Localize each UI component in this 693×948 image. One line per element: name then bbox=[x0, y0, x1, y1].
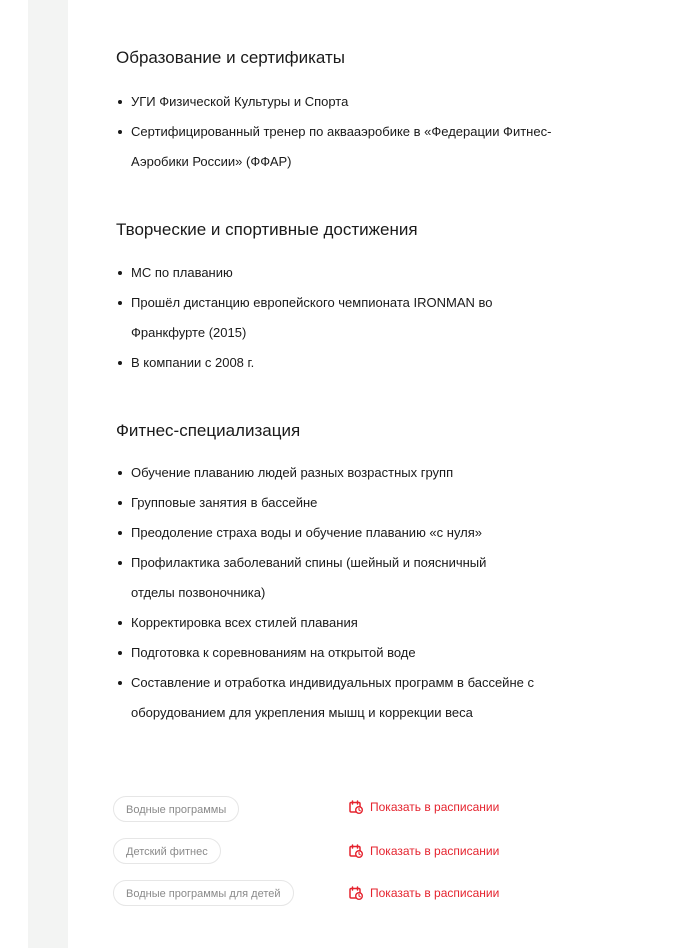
education-title: Образование и сертификаты bbox=[116, 48, 346, 67]
list-item: Преодоление страха воды и обучение плаванию «с нуля» bbox=[116, 518, 571, 548]
list-item: Составление и отработка индивидуальных программ в бассейне с оборудованием для укрепления мышц и коррекции веса bbox=[116, 668, 571, 728]
calendar-clock-icon bbox=[349, 844, 363, 858]
program-tag-water[interactable]: Водные программы bbox=[113, 796, 239, 822]
list-item: Сертифицированный тренер по аквааэробике в «Федерации Фитнес-Аэробики России» (ФФАР) bbox=[116, 117, 571, 177]
list-item: Прошёл дистанцию европейского чемпионата IRONMAN во Франкфурте (2015) bbox=[116, 288, 531, 348]
program-tag-kids-water[interactable]: Водные программы для детей bbox=[113, 880, 294, 906]
calendar-clock-icon bbox=[349, 800, 363, 814]
list-item: МС по плаванию bbox=[116, 258, 571, 288]
left-side-panel bbox=[28, 0, 68, 948]
program-tag-kids-fitness[interactable]: Детский фитнес bbox=[113, 838, 221, 864]
calendar-clock-icon bbox=[349, 886, 363, 900]
schedule-link-label: Показать в расписании bbox=[370, 844, 500, 858]
list-item: Групповые занятия в бассейне bbox=[116, 488, 571, 518]
show-in-schedule-link[interactable] bbox=[349, 884, 499, 902]
list-item: Корректировка всех стилей плавания bbox=[116, 608, 571, 638]
list-item: УГИ Физической Культуры и Спорта bbox=[116, 87, 571, 117]
list-item: Профилактика заболеваний спины (шейный и поясничный отделы позвоночника) bbox=[116, 548, 526, 608]
list-item: Подготовка к соревнованиям на открытой воде bbox=[116, 638, 571, 668]
achievements-list bbox=[116, 258, 571, 378]
schedule-link-label: Показать в расписании bbox=[370, 886, 500, 900]
list-item: В компании с 2008 г. bbox=[116, 348, 571, 378]
list-item: Обучение плаванию людей разных возрастных групп bbox=[116, 458, 571, 488]
show-in-schedule-link[interactable] bbox=[349, 798, 499, 816]
schedule-link-label: Показать в расписании bbox=[370, 800, 500, 814]
specialization-title: Фитнес-специализация bbox=[116, 421, 301, 440]
achievements-title: Творческие и спортивные достижения bbox=[116, 220, 418, 239]
show-in-schedule-link[interactable] bbox=[349, 842, 499, 860]
specialization-list bbox=[116, 458, 571, 728]
education-list bbox=[116, 87, 571, 177]
